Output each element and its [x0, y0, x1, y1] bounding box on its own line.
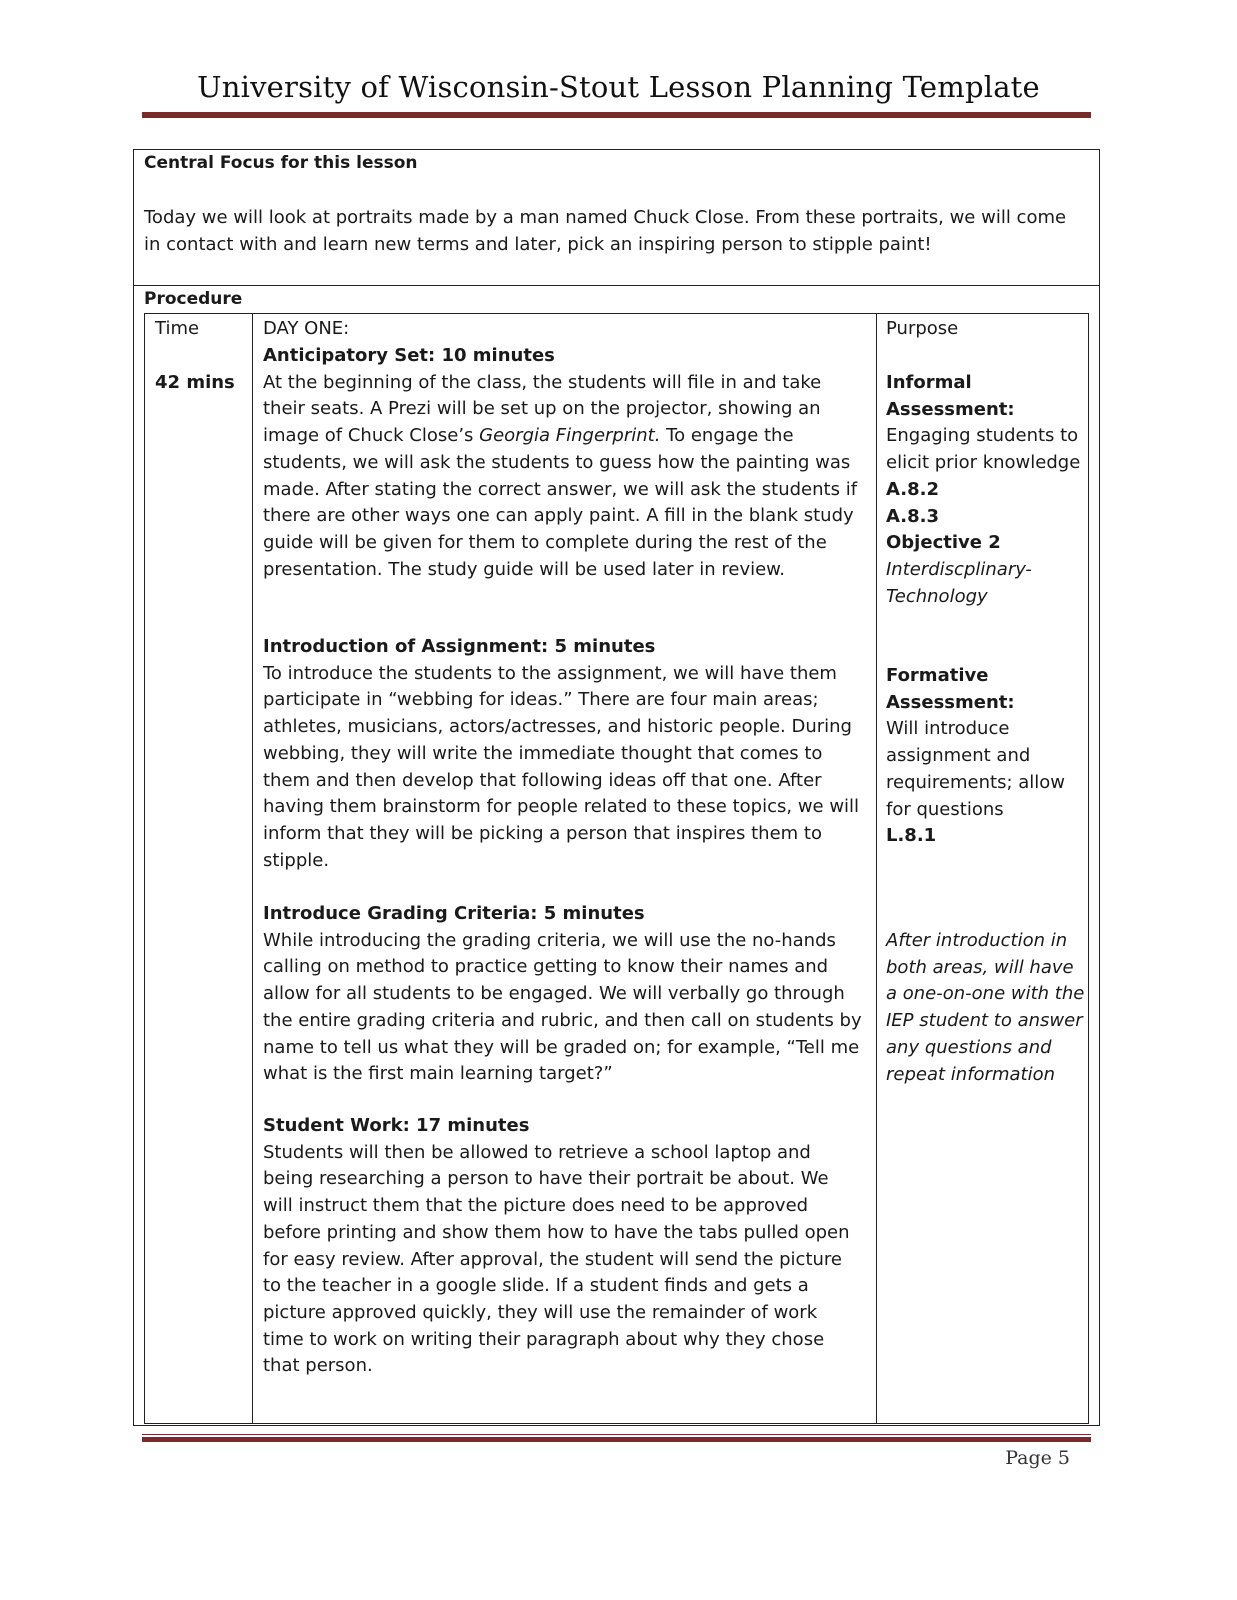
day-label: DAY ONE:	[263, 318, 350, 339]
student-work	[263, 1113, 863, 1380]
lesson-table	[133, 149, 1100, 1426]
section-text: While introducing the grading criteria, we will use the no-hands calling on method to practice getting to know their names and allow for all students to be engaged. We will verbally go through the entire grading criteria and rubric, and then call on students by name to tell us what they will be graded on; for example, “Tell me what is the first main learning target?”	[263, 929, 862, 1085]
purpose-text: Will introduce assignment and requirements; allow for questions	[886, 718, 1065, 820]
purpose-header: Purpose	[886, 318, 959, 339]
section-text: Students will then be allowed to retrieve a school laptop and being researching a person to have their portrait be about. We will instruct them that the picture does need to be approved before printing and show them how to have the tabs pulled open for easy review. After approval, the student will send the picture to the teacher in a google slide. If a student finds and gets a picture approved quickly, they will use the remainder of work time to work on writing their paragraph about why they chose that person.	[263, 1141, 850, 1377]
section-text: To introduce the students to the assignment, we will have them participate in “webbing for ideas.” There are four main areas; athletes, musicians, actors/actresses, and historic people. During webbing, they will write the immediate thought that comes to them and then develop that following ideas off that one. After having them brainstorm for people related to these topics, we will inform that they will be picking a person that inspires them to stipple.	[263, 662, 860, 871]
introduce-grading-criteria	[263, 901, 863, 1088]
procedure-table	[144, 313, 1089, 1424]
section-heading: Student Work: 17 minutes	[263, 1115, 530, 1136]
introduction-of-assignment	[263, 634, 863, 874]
standard-code: L.8.1	[886, 825, 937, 847]
page-title: University of Wisconsin-Stout Lesson Planning Template	[197, 70, 1040, 104]
purpose-column	[877, 314, 1088, 1423]
purpose-informal-assessment	[886, 370, 1086, 610]
time-column	[145, 314, 253, 1423]
standard-code: A.8.2	[886, 478, 939, 500]
interdisciplinary-note: Interdiscplinary-Technology	[886, 558, 1032, 607]
purpose-heading: Formative Assessment:	[886, 665, 1015, 713]
page-number: Page 5	[1005, 1447, 1070, 1469]
purpose-iep-note: After introduction in both areas, will have a one-on-one with the IEP student to answer any questions and repeat information	[886, 930, 1085, 1085]
time-value: 42 mins	[155, 372, 235, 393]
section-text: At the beginning of the class, the students will file in and take their seats. A Prezi will be set up on the projector, showing an image of Chuck Close’s Georgia Fingerprint. To engage the students, we will ask the students to guess how the painting was made. After stating the correct answer, we will ask the students if there are other ways one can apply paint. A fill in the blank study guide will be given for them to complete during the rest of the presentation. The study guide will be used later in review.	[263, 371, 858, 580]
purpose-heading: Informal Assessment:	[886, 372, 1015, 420]
central-focus-text: Today we will look at portraits made by a man named Chuck Close. From these portraits, we will come in contact with and learn new terms and later, pick an inspiring person to stipple paint!	[144, 207, 1067, 255]
objective-label: Objective 2	[886, 532, 1001, 554]
activity-column	[253, 314, 877, 1423]
section-heading: Introduction of Assignment: 5 minutes	[263, 636, 656, 657]
header-rule	[142, 110, 1091, 118]
central-focus-label: Central Focus for this lesson	[144, 153, 418, 173]
time-header: Time	[155, 318, 200, 339]
procedure-label: Procedure	[144, 289, 243, 309]
anticipatory-set	[263, 343, 863, 583]
purpose-text: Engaging students to elicit prior knowledge	[886, 425, 1081, 474]
section-heading: Anticipatory Set: 10 minutes	[263, 345, 555, 366]
purpose-formative-assessment	[886, 663, 1086, 850]
footer-rule	[142, 1434, 1091, 1442]
standard-code: A.8.3	[886, 505, 939, 527]
section-heading: Introduce Grading Criteria: 5 minutes	[263, 903, 645, 924]
central-focus-section	[134, 150, 1099, 286]
